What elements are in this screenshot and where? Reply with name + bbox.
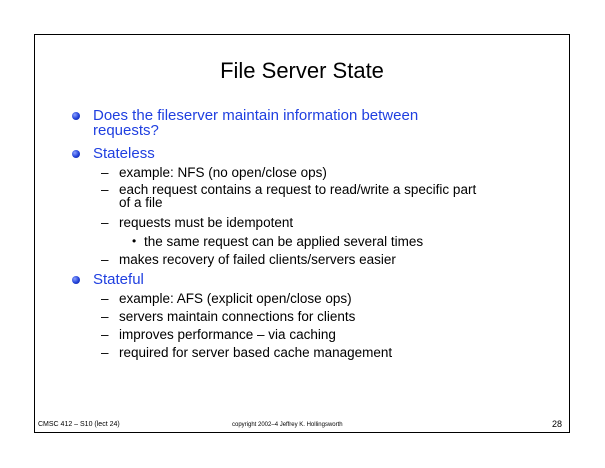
stateful-item-2: servers maintain connections for clients bbox=[119, 309, 356, 324]
dash-icon: – bbox=[101, 165, 109, 180]
stateful-item-3: improves performance – via caching bbox=[119, 327, 336, 342]
sub-bullet-icon: • bbox=[132, 234, 137, 248]
dash-icon: – bbox=[101, 327, 109, 342]
dash-icon: – bbox=[101, 291, 109, 306]
stateful-item-4: required for server based cache management bbox=[119, 345, 393, 360]
bullet-1-line-2: requests? bbox=[93, 122, 159, 139]
bullet-2-label: Stateless bbox=[93, 145, 155, 162]
bullet-dot-icon bbox=[72, 276, 80, 284]
stateful-item-1: example: AFS (explicit open/close ops) bbox=[119, 291, 352, 306]
bullet-1-line-1: Does the fileserver maintain information between bbox=[93, 107, 419, 124]
dash-icon: – bbox=[101, 345, 109, 360]
dash-icon: – bbox=[101, 215, 109, 230]
stateless-item-4: makes recovery of failed clients/servers easier bbox=[119, 252, 396, 267]
stateless-item-2-line-2: of a file bbox=[119, 195, 163, 210]
slide-title: File Server State bbox=[220, 58, 384, 83]
dash-icon: – bbox=[101, 252, 109, 267]
bullet-dot-icon bbox=[72, 150, 80, 158]
footer-copyright: copyright 2002–4 Jeffrey K. Hollingsworth bbox=[232, 422, 343, 428]
bullet-3-label: Stateful bbox=[93, 271, 144, 288]
stateless-item-3-sub-1: the same request can be applied several times bbox=[144, 234, 424, 249]
dash-icon: – bbox=[101, 182, 109, 197]
bullet-dot-icon bbox=[72, 112, 80, 120]
stateless-item-3: requests must be idempotent bbox=[119, 215, 294, 230]
stateless-item-1: example: NFS (no open/close ops) bbox=[119, 165, 327, 180]
dash-icon: – bbox=[101, 309, 109, 324]
page-number: 28 bbox=[552, 419, 563, 429]
footer-course: CMSC 412 – S10 (lect 24) bbox=[38, 421, 120, 428]
stateless-item-2-line-1: each request contains a request to read/write a specific part bbox=[119, 182, 477, 197]
